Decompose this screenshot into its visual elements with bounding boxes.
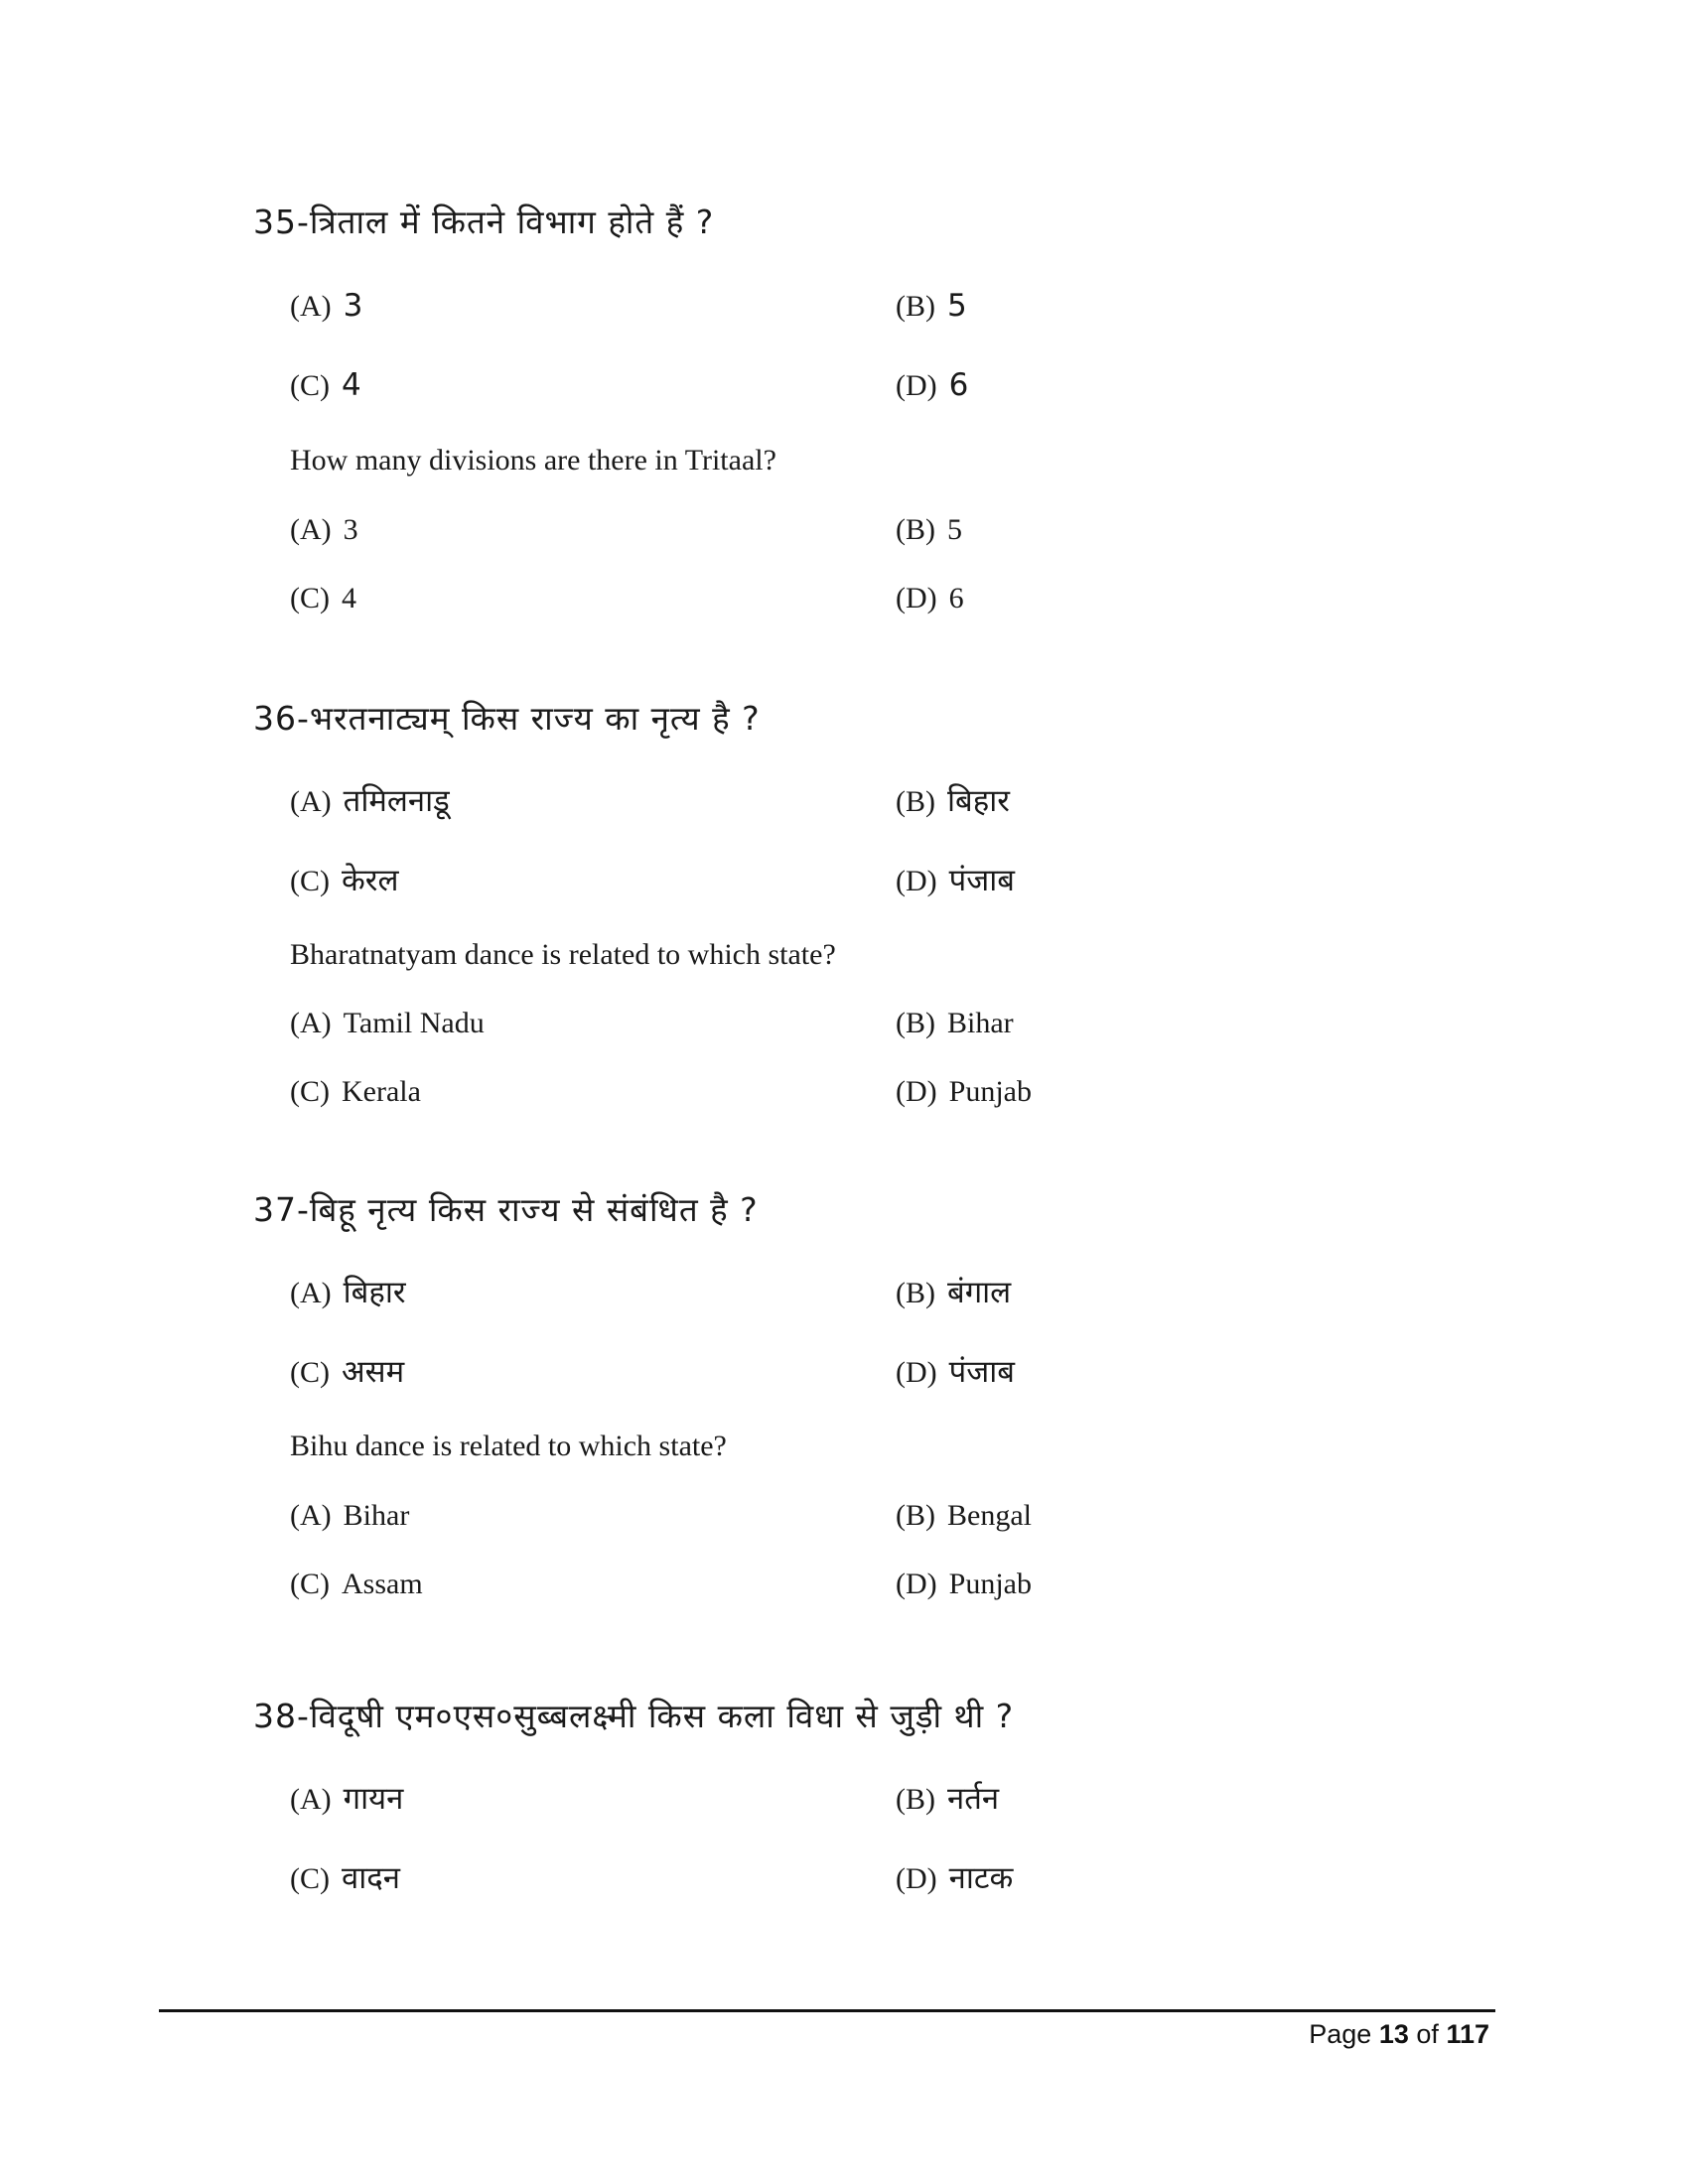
option-label: (C)	[290, 1356, 330, 1389]
q35-english-option-c	[290, 582, 356, 615]
option-label: (A)	[290, 1277, 332, 1309]
option-label: (A)	[290, 1783, 332, 1816]
option-label: (B)	[896, 785, 935, 818]
q36-hindi-option-a	[290, 779, 450, 821]
option-label: (A)	[290, 290, 332, 323]
option-text: Kerala	[342, 1075, 421, 1108]
q36-english-option-d	[896, 1075, 1032, 1109]
q35-hindi-option-c	[290, 367, 361, 403]
footer-divider	[159, 2009, 1495, 2012]
option-text: तमिलनाडू	[343, 783, 450, 819]
q37-hindi-option-c	[290, 1350, 404, 1392]
q37-hindi-option-a	[290, 1271, 406, 1312]
option-label: (A)	[290, 785, 332, 818]
option-text: 3	[343, 513, 358, 546]
option-label: (A)	[290, 1007, 332, 1039]
option-text: बंगाल	[947, 1275, 1012, 1310]
total-pages: 117	[1446, 2019, 1489, 2049]
q35-english-option-b	[896, 513, 962, 547]
option-label: (D)	[896, 865, 937, 897]
option-text: गायन	[343, 1781, 404, 1817]
option-label: (C)	[290, 582, 330, 614]
option-text: 4	[342, 367, 361, 403]
option-text: पंजाब	[948, 1354, 1015, 1390]
option-label: (A)	[290, 513, 332, 546]
option-text: 6	[948, 582, 964, 614]
q35-hindi-option-b	[896, 288, 967, 324]
q37-english-option-c	[290, 1568, 423, 1601]
option-label: (B)	[896, 290, 935, 323]
option-label: (B)	[896, 1007, 935, 1039]
option-text: 6	[948, 367, 969, 403]
question-35-english: How many divisions are there in Tritaal?	[290, 444, 776, 477]
q38-hindi-option-a	[290, 1777, 403, 1819]
q36-english-option-c	[290, 1075, 421, 1109]
page-number	[1309, 2019, 1489, 2050]
q36-hindi-option-d	[896, 859, 1015, 900]
option-text: Punjab	[948, 1075, 1032, 1108]
option-label: (D)	[896, 1356, 937, 1389]
question-35-hindi: 35-त्रिताल में कितने विभाग होते हैं ?	[253, 203, 715, 241]
q37-english-option-d	[896, 1568, 1032, 1601]
q36-hindi-option-c	[290, 859, 399, 900]
option-text: Assam	[342, 1568, 423, 1600]
question-36-hindi: 36-भरतनाट्यम् किस राज्य का नृत्य है ?	[253, 699, 761, 738]
question-38-hindi: 38-विदूषी एम०एस०सुब्बलक्ष्मी किस कला विधा से जुड़ी थी ?	[253, 1697, 1015, 1735]
page-prefix: Page	[1309, 2019, 1372, 2049]
option-label: (C)	[290, 1862, 330, 1895]
option-text: बिहार	[947, 783, 1010, 819]
option-text: Punjab	[948, 1568, 1032, 1600]
option-label: (C)	[290, 369, 330, 402]
question-37-english: Bihu dance is related to which state?	[290, 1430, 727, 1462]
option-text: 3	[343, 288, 363, 324]
page-of: of	[1416, 2019, 1439, 2049]
option-label: (C)	[290, 1568, 330, 1600]
option-label: (B)	[896, 1499, 935, 1532]
q38-hindi-option-d	[896, 1856, 1013, 1898]
option-text: 5	[947, 513, 962, 546]
option-text: बिहार	[343, 1275, 406, 1310]
option-text: Bihar	[343, 1499, 410, 1532]
option-text: Tamil Nadu	[343, 1007, 485, 1039]
q37-hindi-option-d	[896, 1350, 1015, 1392]
q37-english-option-a	[290, 1499, 409, 1533]
option-text: नाटक	[948, 1860, 1014, 1896]
option-label: (D)	[896, 582, 937, 614]
option-label: (D)	[896, 1862, 937, 1895]
question-36-english: Bharatnatyam dance is related to which state?	[290, 938, 836, 971]
q36-english-option-a	[290, 1007, 485, 1040]
q35-english-option-a	[290, 513, 358, 547]
question-37-hindi: 37-बिहू नृत्य किस राज्य से संबंधित है ?	[253, 1190, 759, 1229]
option-label: (C)	[290, 1075, 330, 1108]
q38-hindi-option-b	[896, 1777, 999, 1819]
current-page: 13	[1378, 2019, 1409, 2049]
option-label: (C)	[290, 865, 330, 897]
q35-english-option-d	[896, 582, 964, 615]
option-label: (D)	[896, 1075, 937, 1108]
option-label: (B)	[896, 1783, 935, 1816]
option-text: पंजाब	[948, 863, 1015, 898]
option-text: Bihar	[947, 1007, 1014, 1039]
option-text: 5	[947, 288, 967, 324]
option-label: (B)	[896, 513, 935, 546]
option-label: (B)	[896, 1277, 935, 1309]
q38-hindi-option-c	[290, 1856, 400, 1898]
option-label: (D)	[896, 1568, 937, 1600]
option-text: 4	[342, 582, 356, 614]
option-text: नर्तन	[947, 1781, 1000, 1817]
q37-hindi-option-b	[896, 1271, 1011, 1312]
option-label: (A)	[290, 1499, 332, 1532]
option-text: Bengal	[947, 1499, 1032, 1532]
q37-english-option-b	[896, 1499, 1032, 1533]
option-text: केरल	[342, 863, 399, 898]
q36-english-option-b	[896, 1007, 1014, 1040]
option-text: वादन	[342, 1860, 400, 1896]
option-text: असम	[342, 1354, 405, 1390]
q35-hindi-option-a	[290, 288, 362, 324]
q35-hindi-option-d	[896, 367, 968, 403]
q36-hindi-option-b	[896, 779, 1010, 821]
option-label: (D)	[896, 369, 937, 402]
